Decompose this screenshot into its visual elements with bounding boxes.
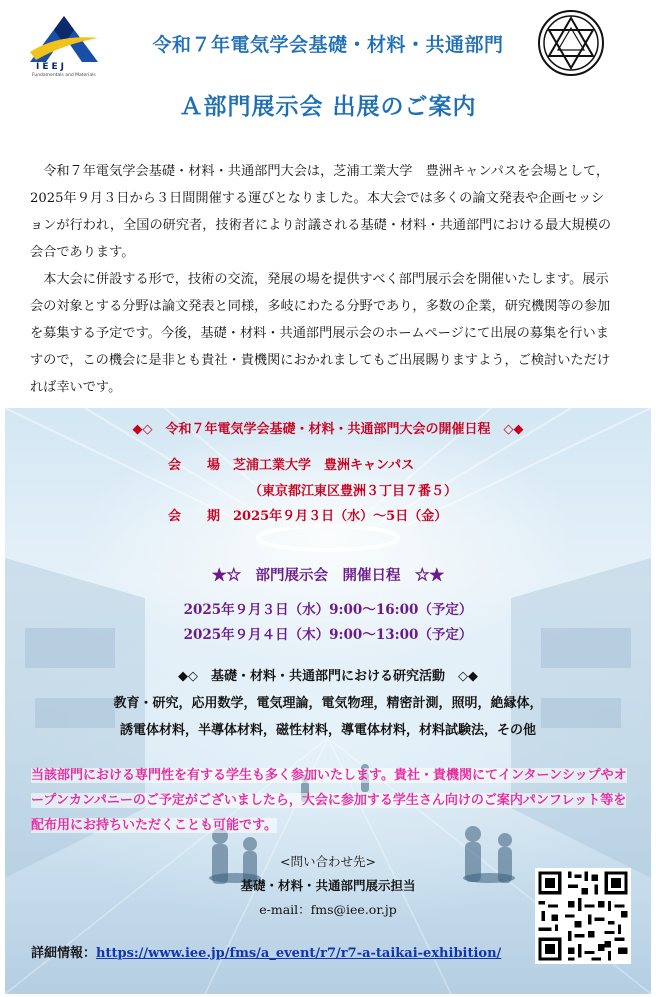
- intro-paragraph-1: 令和７年電気学会基礎・材料・共通部門大会は，芝浦工業大学 豊洲キャンパスを会場として，2025年９月３日から３日間開催する運びとなりました。本大会では多くの論文発表や企画セッションが行われ，全国の研究者，技術者により討議される基礎・材料・共通部門における最大規模の会合であります。: [30, 164, 612, 260]
- info-panel: [5, 408, 651, 994]
- details-label: 詳細情報：: [31, 946, 97, 961]
- intro-paragraph-2: 本大会に併設する形で，技術の交流，発展の場を提供すべく部門展示会を開催いたします。展示会の対象とする分野は論文発表と同様，多岐にわたる分野であり，多数の企業，研究機関等の参加を募集する予定です。今後，基礎・材料・共通部門展示会のホームページにて出展の募集を行いますので，この機会に是非とも貴社・貴機関におかれましてもご出展賜りますよう，ご検討いただければ幸いです。: [30, 272, 611, 395]
- logo-sub-text: Fundamentals and Materials: [32, 73, 96, 78]
- contact-heading: <問い合わせ先>: [280, 854, 376, 869]
- exhibition-header: ★☆ 部門展示会 開催日程 ☆★: [212, 567, 444, 584]
- details-url-link[interactable]: https://www.iee.jp/fms/a_event/r7/r7-a-taikai-exhibition/: [96, 946, 502, 961]
- venue-line: 会 場 芝浦工業大学 豊洲キャンパス: [168, 458, 415, 473]
- student-notice-text: 当該部門における専門性を有する学生も多く参加いたします。貴社・貴機関にてインターンシップやオープンカンパニーのご予定がございましたら，大会に参加する学生さん向けのご案内パンフレット等を配布用にお持ちいただくことも可能です。: [31, 768, 627, 833]
- details-line: [31, 942, 591, 961]
- qr-code-icon[interactable]: [535, 868, 631, 964]
- student-notice: [31, 763, 631, 838]
- page-title: Ａ部門展示会 出展のご案内: [179, 94, 477, 120]
- contact-email[interactable]: e-mail：fms@iee.or.jp: [259, 902, 397, 917]
- venue-address: （東京都江東区豊洲３丁目７番５）: [249, 484, 458, 499]
- logo-ieej-text: IEEJ: [36, 62, 67, 72]
- research-header: ◆◇ 基礎・材料・共通部門における研究活動 ◇◆: [178, 669, 478, 684]
- intro-text: [30, 158, 612, 401]
- exhibition-date-2: 2025年９月４日（木）9:00～13:00（予定）: [183, 627, 473, 643]
- schedule-header: ◆◇ 令和７年電気学会基礎・材料・共通部門大会の開催日程 ◇◆: [132, 422, 524, 437]
- contact-department: 基礎・材料・共通部門展示担当: [240, 878, 416, 893]
- research-fields-line-1: 教育・研究，応用数学，電気理論，電気物理，精密計測，照明，絶縁体，: [113, 696, 543, 711]
- conference-title: 令和７年電気学会基礎・材料・共通部門: [152, 34, 504, 56]
- exhibition-date-1: 2025年９月３日（水）9:00～16:00（予定）: [183, 602, 473, 618]
- research-fields-line-2: 誘電体材料，半導体材料，磁性材料，導電体材料，材料試験法，その他: [119, 723, 536, 738]
- period-line: 会 期 2025年９月３日（水）～5日（金）: [168, 509, 448, 524]
